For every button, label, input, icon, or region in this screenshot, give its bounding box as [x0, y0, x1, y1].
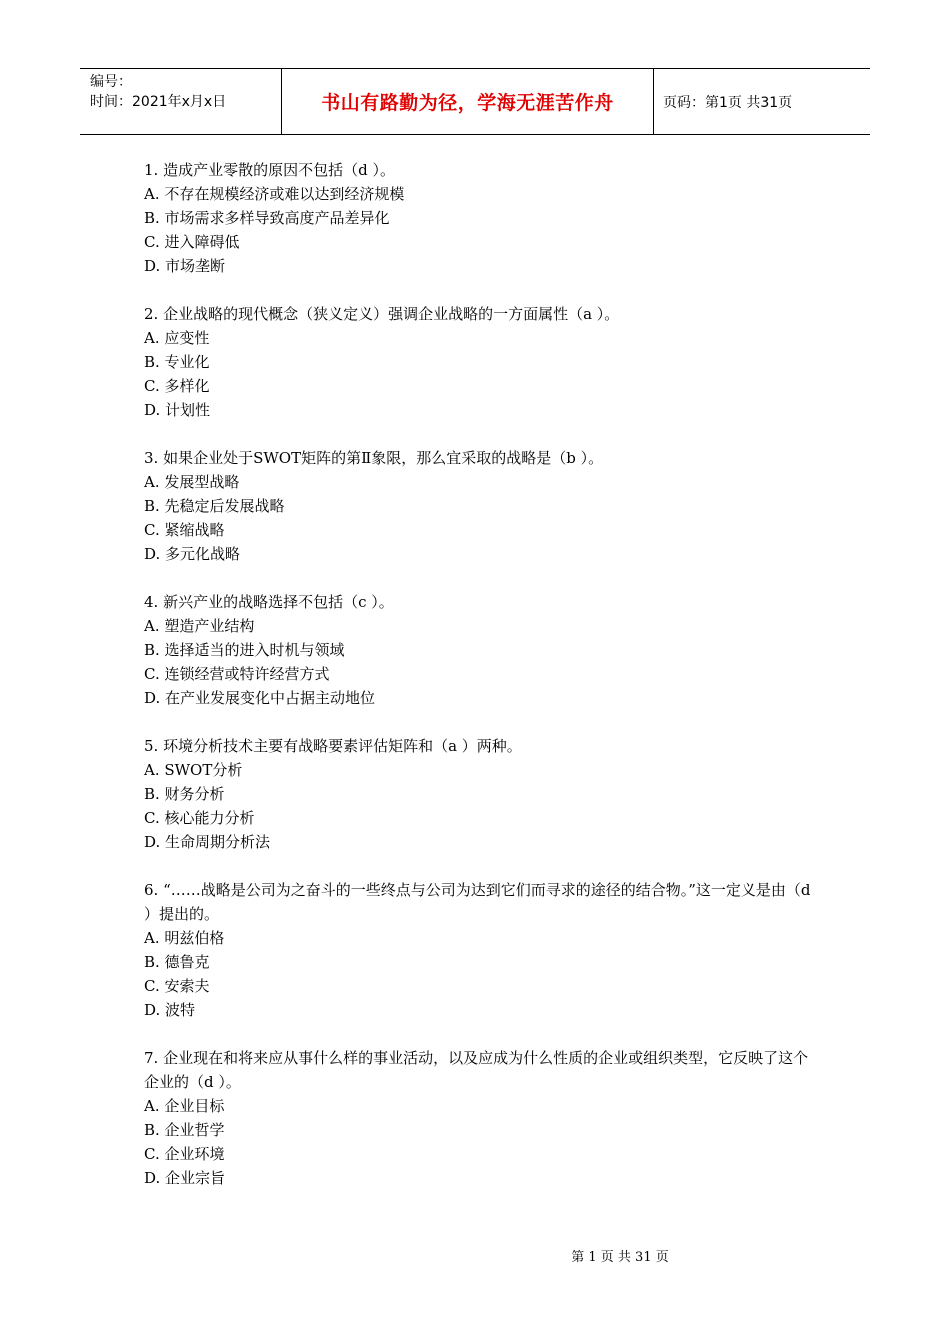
option-c: C. 核心能力分析	[144, 809, 255, 827]
question-2	[144, 302, 814, 422]
question-4	[144, 590, 814, 710]
option-a: A. 明兹伯格	[144, 929, 225, 947]
document-number-label: 编号：	[90, 74, 132, 90]
question-1	[144, 158, 814, 278]
option-c: C. 企业环境	[144, 1145, 225, 1163]
document-time-label: 时间：2021年x月x日	[90, 94, 227, 110]
option-c: C. 多样化	[144, 377, 210, 395]
option-a: A. 塑造产业结构	[144, 617, 255, 635]
option-b: B. 财务分析	[144, 785, 225, 803]
option-c: C. 紧缩战略	[144, 521, 225, 539]
option-c: C. 安索夫	[144, 977, 210, 995]
question-stem: 3. 如果企业处于SWOT矩阵的第Ⅱ象限，那么宜采取的战略是（b ）。	[144, 449, 604, 467]
question-stem: 4. 新兴产业的战略选择不包括（c ）。	[144, 593, 394, 611]
option-d: D. 计划性	[144, 401, 211, 419]
header-table	[80, 68, 870, 135]
option-b: B. 专业化	[144, 353, 210, 371]
option-a: A. SWOT分析	[144, 761, 243, 779]
header-motto: 书山有路勤为径，学海无涯苦作舟	[281, 69, 654, 134]
option-b: B. 企业哲学	[144, 1121, 225, 1139]
question-3	[144, 446, 814, 566]
option-b: B. 德鲁克	[144, 953, 210, 971]
option-a: A. 企业目标	[144, 1097, 225, 1115]
question-7	[144, 1046, 814, 1190]
question-5	[144, 734, 814, 854]
question-list	[144, 158, 814, 1214]
option-b: B. 市场需求多样导致高度产品差异化	[144, 209, 390, 227]
option-d: D. 市场垄断	[144, 257, 226, 275]
option-a: A. 应变性	[144, 329, 210, 347]
question-6	[144, 878, 814, 1022]
question-stem: 1. 造成产业零散的原因不包括（d ）。	[144, 161, 395, 179]
option-c: C. 连锁经营或特许经营方式	[144, 665, 330, 683]
option-c: C. 进入障碍低	[144, 233, 240, 251]
question-stem: 5. 环境分析技术主要有战略要素评估矩阵和（a ）两种。	[144, 737, 522, 755]
page-footer: 第 1 页 共 31 页	[571, 1250, 669, 1265]
option-d: D. 生命周期分析法	[144, 833, 271, 851]
option-d: D. 在产业发展变化中占据主动地位	[144, 689, 376, 707]
question-stem: 6. “……战略是公司为之奋斗的一些终点与公司为达到它们而寻求的途径的结合物。”这一定义是由（d ）提出的。	[144, 881, 811, 923]
question-stem: 2. 企业战略的现代概念（狭义定义）强调企业战略的一方面属性（a ）。	[144, 305, 620, 323]
option-d: D. 波特	[144, 1001, 196, 1019]
header-meta	[80, 69, 281, 134]
option-d: D. 企业宗旨	[144, 1169, 226, 1187]
question-stem: 7. 企业现在和将来应从事什么样的事业活动，以及应成为什么性质的企业或组织类型，它反映了这个企业的（d ）。	[144, 1049, 809, 1091]
option-d: D. 多元化战略	[144, 545, 241, 563]
option-a: A. 发展型战略	[144, 473, 240, 491]
header-page-info: 页码：第1页 共31页	[663, 94, 793, 111]
option-a: A. 不存在规模经济或难以达到经济规模	[144, 185, 405, 203]
option-b: B. 选择适当的进入时机与领域	[144, 641, 345, 659]
option-b: B. 先稳定后发展战略	[144, 497, 285, 515]
